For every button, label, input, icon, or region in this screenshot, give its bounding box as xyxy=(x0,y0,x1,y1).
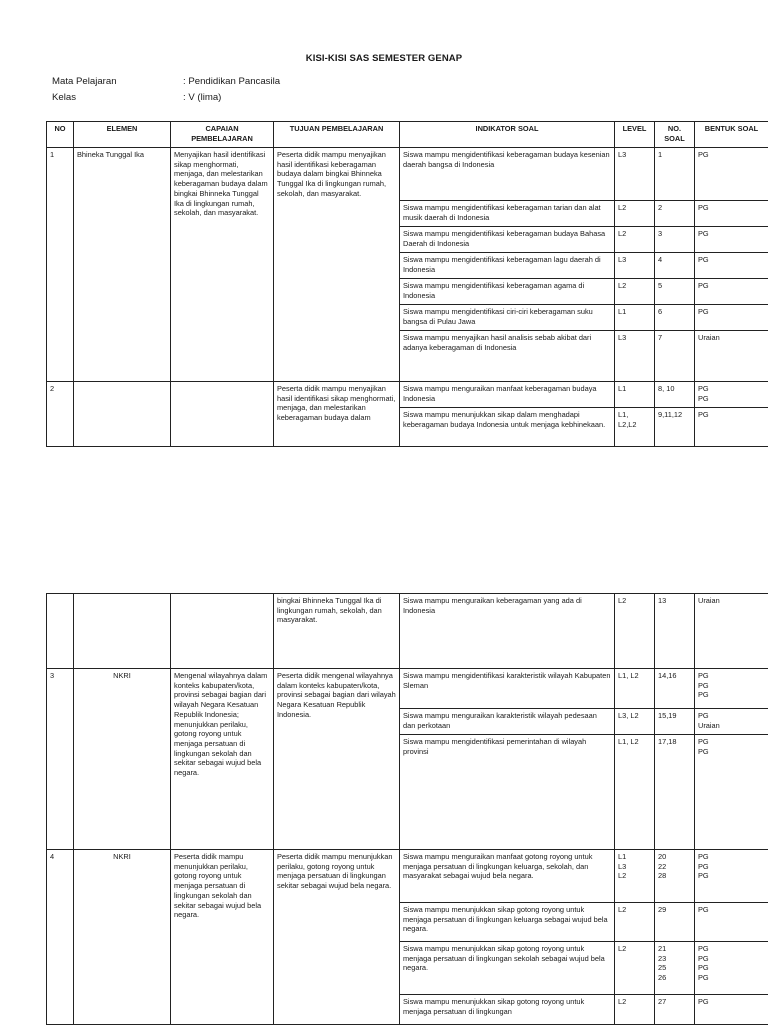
row-elemen xyxy=(74,594,171,669)
header-no: NO xyxy=(47,122,74,148)
bentuk-cell: PG xyxy=(695,903,768,942)
meta-subject-value: : Pendidikan Pancasila xyxy=(183,76,280,87)
level-cell: L1 xyxy=(615,305,655,331)
meta-class-value: : V (lima) xyxy=(183,92,221,103)
row-tujuan: Peserta didik mengenal wilayahnya dalam konteks kabupaten/kota, provinsi sebagai bagian dari wilayah Negara Kesatuan Republik Indonesia. xyxy=(274,669,400,850)
table-row xyxy=(47,382,768,408)
bentuk-cell: PG PG xyxy=(695,382,768,408)
indikator-cell: Siswa mampu menyajikan hasil analisis sebab akibat dari adanya keberagaman di Indonesia xyxy=(400,331,615,382)
row-tujuan: Peserta didik mampu menyajikan hasil identifikasi sikap menghormati, menjaga, dan melestarikan keberagaman budaya dalam xyxy=(274,382,400,447)
row-capaian xyxy=(171,382,274,447)
no-soal-cell: 1 xyxy=(655,148,695,201)
indikator-cell: Siswa mampu mengidentifikasi keberagaman tarian dan alat musik daerah di Indonesia xyxy=(400,201,615,227)
row-capaian: Menyajikan hasil identifikasi sikap menghormati, menjaga, dan melestarikan keberagaman budaya dalam bingkai Bhinneka Tunggal Ika di lingkungan rumah, sekolah, dan masyarakat. xyxy=(171,148,274,382)
row-capaian: Mengenal wilayahnya dalam konteks kabupaten/kota, provinsi sebagai bagian dari wilayah Negara Kesatuan Republik Indonesia; menunjukkan perilaku, gotong royong untuk menjaga persatuan di lingkungan sekolah dan sekitar sebagai wujud bela negara. xyxy=(171,669,274,850)
grid-table-page-1 xyxy=(46,121,768,447)
indikator-cell: Siswa mampu mengidentifikasi pemerintahan di wilayah provinsi xyxy=(400,735,615,850)
table-row xyxy=(47,669,768,709)
level-cell: L1, L2,L2 xyxy=(615,408,655,447)
no-soal-cell: 8, 10 xyxy=(655,382,695,408)
level-cell: L2 xyxy=(615,279,655,305)
indikator-cell: Siswa mampu menguraikan karakteristik wilayah pedesaan dan perkotaan xyxy=(400,709,615,735)
meta-class-label: Kelas xyxy=(52,92,183,103)
level-cell: L3 xyxy=(615,331,655,382)
no-soal-cell: 2 xyxy=(655,201,695,227)
row-tujuan: Peserta didik mampu menunjukkan perilaku, gotong royong untuk menjaga persatuan di lingkungan sekitar sebagai wujud bela negara. xyxy=(274,850,400,1025)
header-elemen: ELEMEN xyxy=(74,122,171,148)
meta-subject-label: Mata Pelajaran xyxy=(52,76,183,87)
row-no: 1 xyxy=(47,148,74,382)
bentuk-cell: PG PG xyxy=(695,735,768,850)
no-soal-cell: 13 xyxy=(655,594,695,669)
table-row xyxy=(47,594,768,669)
bentuk-cell: PG xyxy=(695,227,768,253)
bentuk-cell: PG PG PG xyxy=(695,850,768,903)
no-soal-cell: 6 xyxy=(655,305,695,331)
header-row xyxy=(47,122,768,148)
level-cell: L1 xyxy=(615,382,655,408)
row-elemen: NKRI xyxy=(74,850,171,1025)
no-soal-cell: 7 xyxy=(655,331,695,382)
bentuk-cell: PG xyxy=(695,305,768,331)
indikator-cell: Siswa mampu menguraikan keberagaman yang ada di Indonesia xyxy=(400,594,615,669)
row-tujuan: Peserta didik mampu menyajikan hasil identifikasi keberagaman budaya dalam bingkai Bhinneka Tunggal Ika di lingkungan rumah, sekolah, dan masyarakat. xyxy=(274,148,400,382)
no-soal-cell: 27 xyxy=(655,995,695,1025)
header-no-soal: NO. SOAL xyxy=(655,122,695,148)
indikator-cell: Siswa mampu mengidentifikasi keberagaman lagu daerah di Indonesia xyxy=(400,253,615,279)
level-cell: L1 L3 L2 xyxy=(615,850,655,903)
level-cell: L2 xyxy=(615,942,655,995)
level-cell: L2 xyxy=(615,227,655,253)
no-soal-cell: 4 xyxy=(655,253,695,279)
meta-class xyxy=(52,92,221,103)
no-soal-cell: 21 23 25 26 xyxy=(655,942,695,995)
bentuk-cell: PG PG PG xyxy=(695,669,768,709)
row-no: 4 xyxy=(47,850,74,1025)
bentuk-cell: PG Uraian xyxy=(695,709,768,735)
row-no: 2 xyxy=(47,382,74,447)
row-elemen: Bhineka Tunggal Ika xyxy=(74,148,171,382)
bentuk-cell: PG xyxy=(695,995,768,1025)
indikator-cell: Siswa mampu mengidentifikasi keberagaman budaya kesenian daerah bangsa di Indonesia xyxy=(400,148,615,201)
level-cell: L1, L2 xyxy=(615,669,655,709)
table-row xyxy=(47,148,768,201)
row-tujuan: bingkai Bhinneka Tunggal Ika di lingkungan rumah, sekolah, dan masyarakat. xyxy=(274,594,400,669)
page-2 xyxy=(0,578,768,1024)
document-title: KISI-KISI SAS SEMESTER GENAP xyxy=(0,53,768,64)
header-tujuan: TUJUAN PEMBELAJARAN xyxy=(274,122,400,148)
header-bentuk: BENTUK SOAL xyxy=(695,122,768,148)
indikator-cell: Siswa mampu menguraikan manfaat keberagaman budaya Indonesia xyxy=(400,382,615,408)
indikator-cell: Siswa mampu mengidentifikasi karakteristik wilayah Kabupaten Sleman xyxy=(400,669,615,709)
indikator-cell: Siswa mampu mengidentifikasi keberagaman budaya Bahasa Daerah di Indonesia xyxy=(400,227,615,253)
no-soal-cell: 14,16 xyxy=(655,669,695,709)
no-soal-cell: 15,19 xyxy=(655,709,695,735)
indikator-cell: Siswa mampu menguraikan manfaat gotong royong untuk menjaga persatuan di lingkungan keluarga, sekolah, dan masyarakat sebagai wujud bela negara. xyxy=(400,850,615,903)
no-soal-cell: 9,11,12 xyxy=(655,408,695,447)
level-cell: L2 xyxy=(615,903,655,942)
level-cell: L2 xyxy=(615,594,655,669)
level-cell: L3, L2 xyxy=(615,709,655,735)
bentuk-cell: Uraian xyxy=(695,594,768,669)
bentuk-cell: Uraian xyxy=(695,331,768,382)
indikator-cell: Siswa mampu menunjukkan sikap gotong royong untuk menjaga persatuan di lingkungan xyxy=(400,995,615,1025)
bentuk-cell: PG xyxy=(695,148,768,201)
no-soal-cell: 3 xyxy=(655,227,695,253)
bentuk-cell: PG xyxy=(695,408,768,447)
row-no: 3 xyxy=(47,669,74,850)
grid-table-page-2 xyxy=(46,593,768,1025)
row-no xyxy=(47,594,74,669)
table-row xyxy=(47,850,768,903)
meta-subject xyxy=(52,76,280,87)
row-capaian xyxy=(171,594,274,669)
row-elemen xyxy=(74,382,171,447)
no-soal-cell: 29 xyxy=(655,903,695,942)
level-cell: L2 xyxy=(615,201,655,227)
row-elemen: NKRI xyxy=(74,669,171,850)
bentuk-cell: PG PG PG PG xyxy=(695,942,768,995)
indikator-cell: Siswa mampu mengidentifikasi ciri-ciri keberagaman suku bangsa di Pulau Jawa xyxy=(400,305,615,331)
header-level: LEVEL xyxy=(615,122,655,148)
bentuk-cell: PG xyxy=(695,279,768,305)
level-cell: L1, L2 xyxy=(615,735,655,850)
no-soal-cell: 17,18 xyxy=(655,735,695,850)
indikator-cell: Siswa mampu mengidentifikasi keberagaman agama di Indonesia xyxy=(400,279,615,305)
indikator-cell: Siswa mampu menunjukkan sikap gotong royong untuk menjaga persatuan di lingkungan keluarga sebagai wujud bela negara. xyxy=(400,903,615,942)
row-capaian: Peserta didik mampu menunjukkan perilaku, gotong royong untuk menjaga persatuan di lingkungan sekolah dan sekitar sebagai wujud bela negara. xyxy=(171,850,274,1025)
no-soal-cell: 20 22 28 xyxy=(655,850,695,903)
level-cell: L3 xyxy=(615,253,655,279)
bentuk-cell: PG xyxy=(695,201,768,227)
header-indikator: INDIKATOR SOAL xyxy=(400,122,615,148)
bentuk-cell: PG xyxy=(695,253,768,279)
indikator-cell: Siswa mampu menunjukkan sikap gotong royong untuk menjaga persatuan di lingkungan sekolah sebagai wujud bela negara. xyxy=(400,942,615,995)
level-cell: L3 xyxy=(615,148,655,201)
level-cell: L2 xyxy=(615,995,655,1025)
indikator-cell: Siswa mampu menunjukkan sikap dalam menghadapi keberagaman budaya Indonesia untuk menjaga kebhinekaan. xyxy=(400,408,615,447)
no-soal-cell: 5 xyxy=(655,279,695,305)
header-capaian: CAPAIAN PEMBELAJARAN xyxy=(171,122,274,148)
